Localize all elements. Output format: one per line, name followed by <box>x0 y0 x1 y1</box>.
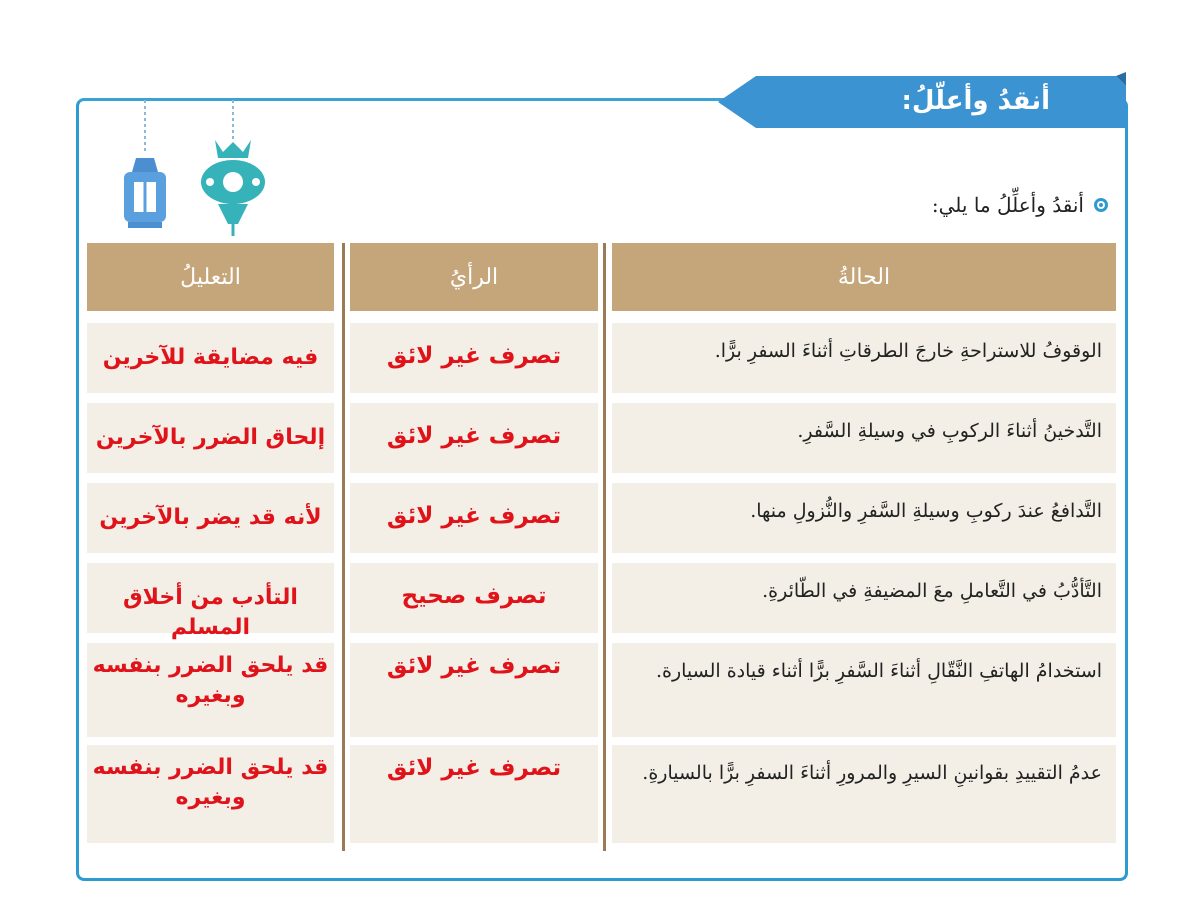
table-row-case: استخدامُ الهاتفِ النَّقّالِ أثناءَ السَّفرِ برًّا أثناء قيادة السيارة. <box>612 643 1116 737</box>
table-row-reason: إلحاق الضرر بالآخرين <box>87 403 334 473</box>
table-row-reason: لأنه قد يضر بالآخرين <box>87 483 334 553</box>
table-row-opinion: تصرف صحيح <box>350 563 598 633</box>
header-reason: التعليلُ <box>87 243 334 311</box>
instruction <box>932 193 1108 217</box>
table-row-opinion: تصرف غير لائق <box>350 745 598 843</box>
banner-title: أنقدُ وأعلّلُ: <box>901 86 1050 116</box>
table-row-opinion: تصرف غير لائق <box>350 323 598 393</box>
header-case: الحالةُ <box>612 243 1116 311</box>
table-row-reason: التأدب من أخلاق المسلم <box>87 563 334 633</box>
table-row-case: الوقوفُ للاستراحةِ خارجَ الطرقاتِ أثناءَ السفرِ برًّا. <box>612 323 1116 393</box>
instruction-text: أنقدُ وأعلِّلُ ما يلي: <box>931 193 1084 217</box>
table-row-opinion: تصرف غير لائق <box>350 483 598 553</box>
table-row-case: التَّأدُّبُ في التَّعاملِ معَ المضيفةِ في الطّائرةِ. <box>612 563 1116 633</box>
table-row-case: التَّدافعُ عندَ ركوبِ وسيلةِ السَّفرِ والنُّزولِ منها. <box>612 483 1116 553</box>
table-row-reason: قد يلحق الضرر بنفسه وبغيره <box>87 745 334 843</box>
table-row-opinion: تصرف غير لائق <box>350 643 598 737</box>
lanterns-decoration <box>110 100 290 240</box>
column-divider <box>603 243 606 851</box>
table-row-opinion: تصرف غير لائق <box>350 403 598 473</box>
column-divider <box>342 243 345 851</box>
lantern-teal-icon <box>201 100 265 236</box>
table-row-case: عدمُ التقييدِ بقوانينِ السيرِ والمرورِ أثناءَ السفرِ برًّا بالسيارةِ. <box>612 745 1116 843</box>
lantern-blue-icon <box>124 100 166 228</box>
table-row-reason: قد يلحق الضرر بنفسه وبغيره <box>87 643 334 737</box>
table-row-case: التَّدخينُ أثناءَ الركوبِ في وسيلةِ السَّفرِ. <box>612 403 1116 473</box>
bullet-icon <box>1094 198 1108 212</box>
header-opinion: الرأيُ <box>350 243 598 311</box>
table-row-reason: فيه مضايقة للآخرين <box>87 323 334 393</box>
